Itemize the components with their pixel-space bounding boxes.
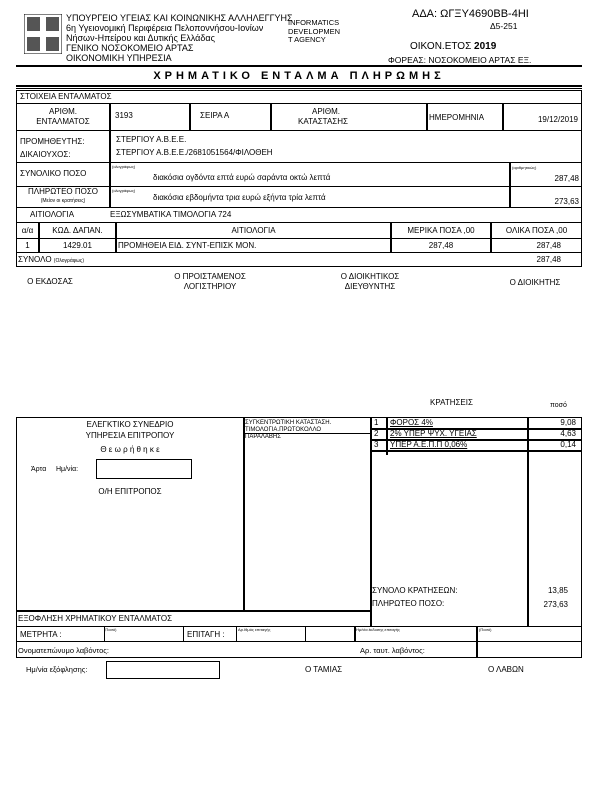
deduction-amount: 9,08 [560, 418, 576, 427]
section-title: ΣΤΟΙΧΕΙΑ ΕΝΤΑΛΜΑΤΟΣ [20, 92, 112, 101]
reason-label: ΑΙΤΙΟΛΟΓΙΑ [30, 210, 75, 219]
receiver-name-label: Ονοματεπώνυμο λαβόντος: [18, 646, 110, 655]
doc-code: Δ5-251 [490, 21, 518, 31]
hospital: ΓΕΝΙΚΟ ΝΟΣΟΚΟΜΕΙΟ ΑΡΤΑΣ [66, 43, 194, 53]
cash-label: ΜΕΤΡΗΤΑ : [20, 630, 62, 639]
header-org [66, 13, 293, 63]
cheque-date-note: Ημ/νία έκδοσης επιταγής [356, 627, 400, 632]
deductions-total-label: ΣΥΝΟΛΟ ΚΡΑΤΗΣΕΩΝ: [372, 586, 458, 595]
deduction-no: 1 [374, 418, 379, 427]
deduction-name: 2% ΥΠΕΡ ΨΥΧ. ΥΓΕΙΑΣ [390, 429, 477, 438]
label: ΑΡΙΘΜ. [312, 107, 341, 116]
label: ΕΝΤΑΛΜΑΤΟΣ [36, 117, 90, 126]
label: ΑΡΙΘΜ. [48, 107, 77, 116]
col-header: ΑΙΤΙΟΛΟΓΙΑ [231, 226, 276, 235]
label: ΚΑΤΑΣΤΑΣΗΣ [298, 117, 348, 126]
deduction-name: ΥΠΕΡ Α.Ε.Π.Π 0,06% [390, 440, 468, 449]
central-line: ΠΑΡΑΛΑΒΗΣ [245, 434, 281, 440]
receiver-id-label: Αρ. ταυτ. λαβόντος: [360, 646, 425, 655]
cell: 287,48 [428, 241, 454, 250]
sum-sub: (Ολογράφως) [53, 258, 84, 264]
total-amount: 287,48 [554, 174, 579, 183]
signature-accounting: Ο ΠΡΟΙΣΤΑΜΕΝΟΣ ΛΟΓΙΣΤΗΡΙΟΥ [174, 272, 246, 291]
cheque-amount-note: (Ποσό) [479, 627, 492, 632]
department: ΟΙΚΟΝΟΜΙΚΗ ΥΠΗΡΕΣΙΑ [66, 53, 172, 63]
informatics-line: INFORMATICS [288, 18, 340, 27]
beneficiary-label: ΔΙΚΑΙΟΥΧΟΣ: [20, 150, 71, 159]
deduction-name: ΦΟΡΟΣ 4% [390, 418, 433, 427]
total-label: ΣΥΝΟΛΙΚΟ ΠΟΣΟ [20, 169, 87, 178]
amount-label: ποσό [550, 402, 567, 409]
divider [16, 65, 582, 67]
hospital-cross-logo [24, 14, 62, 54]
pay-date-field[interactable] [106, 661, 220, 679]
informatics-label [288, 19, 340, 45]
payable-words: διακόσια εβδομήντα τρια ευρώ εξήντα τρία λεπτά [153, 193, 326, 202]
cell: ΠΡΟΜΗΘΕΙΑ ΕΙΔ. ΣΥΝΤ-ΕΠΙΣΚ ΜΟΝ. [118, 241, 257, 250]
sum-label: ΣΥΝΟΛΟ [18, 255, 52, 264]
cashier-signature: Ο ΤΑΜΙΑΣ [305, 665, 343, 674]
supplier-label: ΠΡΟΜΗΘΕΥΤΗΣ: [20, 137, 85, 146]
deductions-total: 13,85 [547, 586, 568, 595]
signature-director: Ο ΔΙΟΙΚΗΤΗΣ [509, 278, 561, 287]
net-payable: 273,63 [543, 600, 568, 609]
audit-service: ΥΠΗΡΕΣΙΑ ΕΠΙΤΡΟΠΟΥ [85, 431, 175, 440]
central-line: ΤΙΜΟΛΟΓΙΑ.ΠΡΩΤΟΚΟΛΛΟ [245, 427, 322, 433]
informatics-line: DEVELOPMEN [288, 26, 341, 36]
in-words-note: (ολογράφως) [112, 188, 136, 193]
cell: 1 [25, 241, 30, 250]
foreas: ΦΟΡΕΑΣ: ΝΟΣΟΚΟΜΕΙΟ ΑΡΤΑΣ ΕΞ. [388, 55, 532, 65]
commissioner: Ο/Η ΕΠΙΤΡΟΠΟΣ [98, 487, 162, 496]
audit-date-label: Ημ/νία: [56, 466, 79, 473]
sum-amount: 287,48 [536, 255, 561, 264]
deductions-title: ΚΡΑΤΗΣΕΙΣ [430, 398, 473, 407]
reason: ΕΞΩΣΥΜΒΑΤΙΚΑ ΤΙΜΟΛΟΓΙΑ 724 [110, 210, 232, 219]
document-title: ΧΡΗΜΑΤΙΚΟ ΕΝΤΑΛΜΑ ΠΛΗΡΩΜΗΣ [153, 70, 445, 82]
payable-amount: 273,63 [554, 197, 579, 206]
date-label: ΗΜΕΡΟΜΗΝΙΑ [429, 113, 485, 122]
col-header: ΟΛΙΚΑ ΠΟΣΑ ,00 [505, 226, 568, 235]
cell: 287,48 [536, 241, 561, 250]
deduction-amount: 4,63 [560, 429, 576, 438]
audit-court: ΕΛΕΓΚΤΙΚΟ ΣΥΝΕΔΡΙΟ [86, 420, 174, 429]
signature-admin-director: Ο ΔΙΟΙΚΗΤΙΚΟΣ ΔΙΕΥΘΥΝΤΗΣ [340, 272, 400, 291]
divider [16, 88, 582, 89]
supplier: ΣΤΕΡΓΙΟΥ Α.Β.Ε.Ε. [116, 135, 187, 144]
net-payable-label: ΠΛΗΡΩΤΕΟ ΠΟΣΟ: [372, 599, 445, 608]
pay-date-label: Ημ/νία εξόφλησης: [26, 665, 88, 674]
region: 6η Υγειονομική Περιφέρεια Πελοποννήσου-Ιονίων [66, 23, 264, 33]
divider [16, 85, 582, 87]
payable-sub: (Μείον οι κρατήσεις) [40, 198, 86, 204]
cell: 1429.01 [63, 241, 92, 250]
audit-date-field[interactable] [96, 459, 192, 479]
series: ΣΕΙΡΑ Α [200, 111, 230, 120]
receiver-signature: Ο ΛΑΒΩΝ [488, 665, 524, 674]
informatics-line: T AGENCY [288, 35, 326, 44]
col-header: ΚΩΔ. ΔΑΠΑΝ. [52, 226, 103, 235]
order-number: 3193 [115, 111, 133, 120]
year: 2019 [474, 41, 497, 52]
signature-issuer: Ο ΕΚΔΟΣΑΣ [27, 277, 73, 286]
central-line: ΣΥΓΚΕΝΤΡΩΤΙΚΗ ΚΑΤΑΣΤΑΣΗ. [245, 420, 332, 426]
audit-approved: Θ ε ω ρ ή θ η κ ε [100, 445, 160, 454]
cash-amount-note: (Ποσό) [104, 627, 117, 632]
col-header: ΜΕΡΙΚΑ ΠΟΣΑ ,00 [407, 226, 475, 235]
settlement-title: ΕΞΟΦΛΗΣΗ ΧΡΗΜΑΤΙΚΟΥ ΕΝΤΑΛΜΑΤΟΣ [18, 614, 173, 623]
beneficiary: ΣΤΕΡΓΙΟΥ Α.Β.Ε.Ε./2681051564/ΦΙΛΟΘΕΗ [116, 148, 273, 157]
audit-city: Άρτα [31, 466, 47, 473]
order-date: 19/12/2019 [537, 115, 578, 124]
col-header: α/α [21, 226, 34, 235]
in-numbers-note: (αριθμητικώς) [512, 165, 537, 170]
ministry: ΥΠΟΥΡΓΕΙΟ ΥΓΕΙΑΣ ΚΑΙ ΚΟΙΝΩΝΙΚΗΣ ΑΛΛΗΛΕΓΓΥΗΣ [66, 13, 293, 23]
payable-label: ΠΛΗΡΩΤΕΟ ΠΟΣΟ [27, 187, 99, 196]
cheque-number-note: Αρ.Ιθμός επιταγής [238, 627, 271, 632]
deduction-no: 2 [374, 429, 379, 438]
deduction-no: 3 [374, 440, 379, 449]
deduction-amount: 0,14 [560, 440, 576, 449]
year-label: ΟΙΚΟΝ.ΕΤΟΣ [410, 41, 472, 52]
in-words-note: (ολογράφως) [112, 164, 136, 169]
total-words: διακόσια ογδόντα επτά ευρώ σαράντα οκτώ λεπτά [153, 173, 331, 182]
region-2: Νήσων-Ηπείρου και Δυτικής Ελλάδας [66, 33, 215, 43]
ada-code: ΑΔΑ: ΩΓΞΥ4690ΒΒ-4ΗΙ [412, 8, 529, 20]
cheque-label: ΕΠΙΤΑΓΗ : [187, 630, 225, 639]
